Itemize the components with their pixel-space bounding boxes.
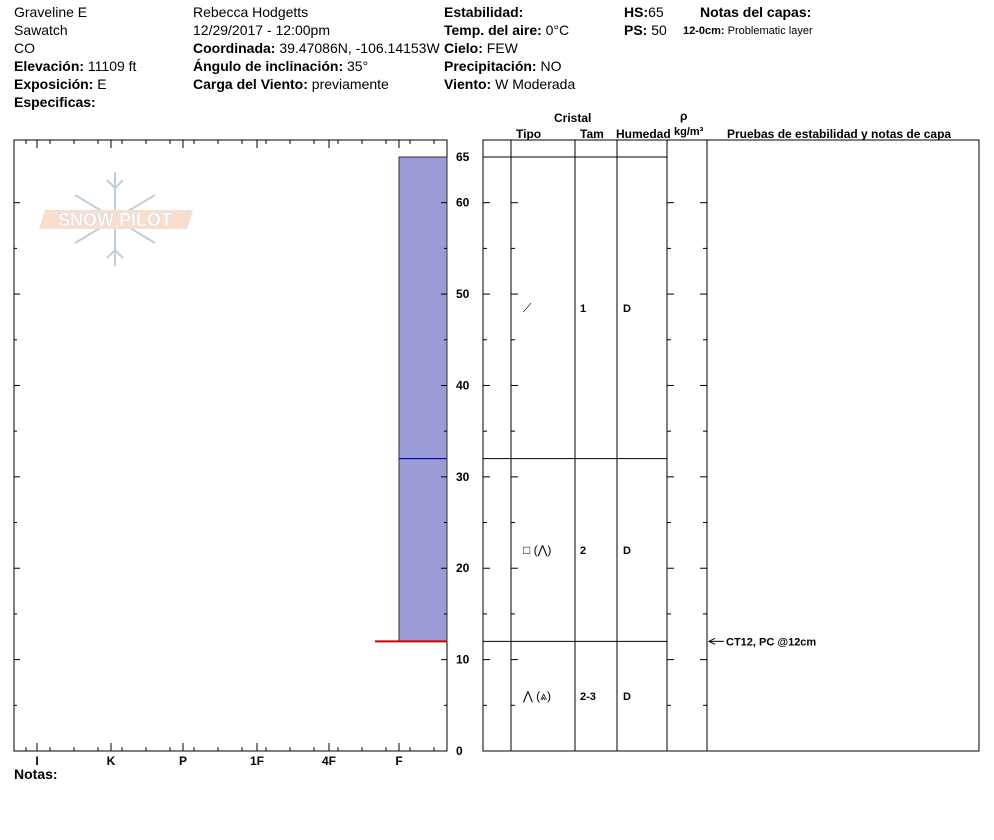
elevation-label: Elevación:: [14, 58, 85, 74]
logo-text: SNOW PILOT: [58, 210, 172, 230]
hardness-bars: [375, 157, 447, 641]
hardness-tick-label: P: [178, 754, 188, 768]
moisture-label: D: [623, 302, 631, 315]
grain-type-label: ⋀ (⩓): [523, 689, 551, 704]
hardness-tick-label: I: [35, 754, 39, 768]
wind-value: W Moderada: [495, 76, 576, 92]
wind-load-value: previamente: [311, 76, 389, 92]
grain-size-label: 2: [580, 544, 587, 557]
stability-tests-header: Pruebas de estabilidad y notas de capa: [727, 127, 952, 141]
layer-notes-label: Notas del capas:: [700, 4, 812, 20]
grain-size-label: 1: [580, 302, 587, 315]
size-header: Tam: [580, 127, 604, 141]
observer-name: Rebecca Hodgetts: [193, 4, 309, 20]
aspect-value: E: [97, 76, 107, 92]
depth-tick-label: 60: [456, 195, 470, 210]
ps-label: PS:: [624, 22, 648, 38]
sky-value: FEW: [486, 40, 518, 56]
depth-tick-label: 10: [456, 652, 470, 667]
specifics-label: Especificas:: [14, 94, 96, 110]
type-header: Tipo: [516, 127, 542, 141]
stability-test-label: CT12, PC @12cm: [726, 636, 817, 649]
hardness-tick-label: F: [395, 754, 403, 768]
crystal-header: Cristal: [554, 111, 592, 125]
ps-value: 50: [651, 22, 667, 38]
depth-tick-label: 50: [456, 287, 470, 302]
hardness-ticks: [26, 140, 434, 768]
moisture-label: D: [623, 691, 631, 704]
moisture-header: Humedad: [616, 127, 671, 141]
depth-tick-label: 40: [456, 378, 470, 393]
location-name: Graveline E: [14, 4, 88, 20]
mountain-range: Sawatch: [14, 22, 68, 38]
air-temp-label: Temp. del aire:: [444, 22, 542, 38]
layer-note-text: Problematic layer: [727, 25, 813, 37]
layer-note-range: 12-0cm:: [683, 25, 725, 37]
precip-label: Precipitación:: [444, 58, 537, 74]
grain-size-label: 2-3: [580, 691, 596, 704]
hardness-tick-label: 4F: [321, 754, 337, 768]
observation-datetime: 12/29/2017 - 12:00pm: [193, 22, 330, 38]
sky-label: Cielo:: [444, 40, 483, 56]
depth-tick-label: 65: [456, 150, 470, 164]
depth-tick-label: 20: [456, 561, 470, 576]
slope-label: Ángulo de inclinación:: [193, 58, 344, 74]
hardness-bar: [399, 157, 447, 459]
crystal-table-frame: [483, 140, 979, 751]
state: CO: [14, 40, 35, 56]
depth-tick-label: 30: [456, 469, 470, 484]
precip-value: NO: [540, 58, 562, 74]
grain-type-label: ⟋: [523, 300, 532, 315]
slope-value: 35°: [347, 58, 369, 74]
hs-label: HS:: [624, 4, 649, 20]
air-temp-value: 0°C: [545, 22, 570, 38]
coordinate-label: Coordinada:: [193, 40, 276, 56]
notes-label: Notas:: [14, 766, 58, 782]
coordinate-value: 39.47086N, -106.14153W: [279, 40, 440, 56]
grain-type-label: □ (⋀): [523, 542, 552, 557]
moisture-label: D: [623, 544, 631, 557]
rho-header: ρ: [680, 109, 688, 123]
hs-value: 65: [648, 4, 664, 20]
wind-load-label: Carga del Viento:: [193, 76, 308, 92]
hardness-plot-frame: [14, 140, 447, 751]
snowpilot-logo: [39, 172, 193, 266]
hardness-bar: [399, 459, 447, 642]
stability-label: Estabilidad:: [444, 4, 524, 20]
density-unit-header: kg/m³: [674, 126, 704, 138]
table-ticks: [483, 203, 707, 751]
wind-label: Viento:: [444, 76, 492, 92]
test-marks: [709, 636, 816, 648]
elevation-value: 11109 ft: [87, 58, 137, 74]
depth-tick-label: 0: [456, 744, 463, 758]
hardness-tick-label: K: [106, 754, 116, 768]
hardness-tick-label: 1F: [249, 754, 265, 768]
aspect-label: Exposición:: [14, 76, 94, 92]
